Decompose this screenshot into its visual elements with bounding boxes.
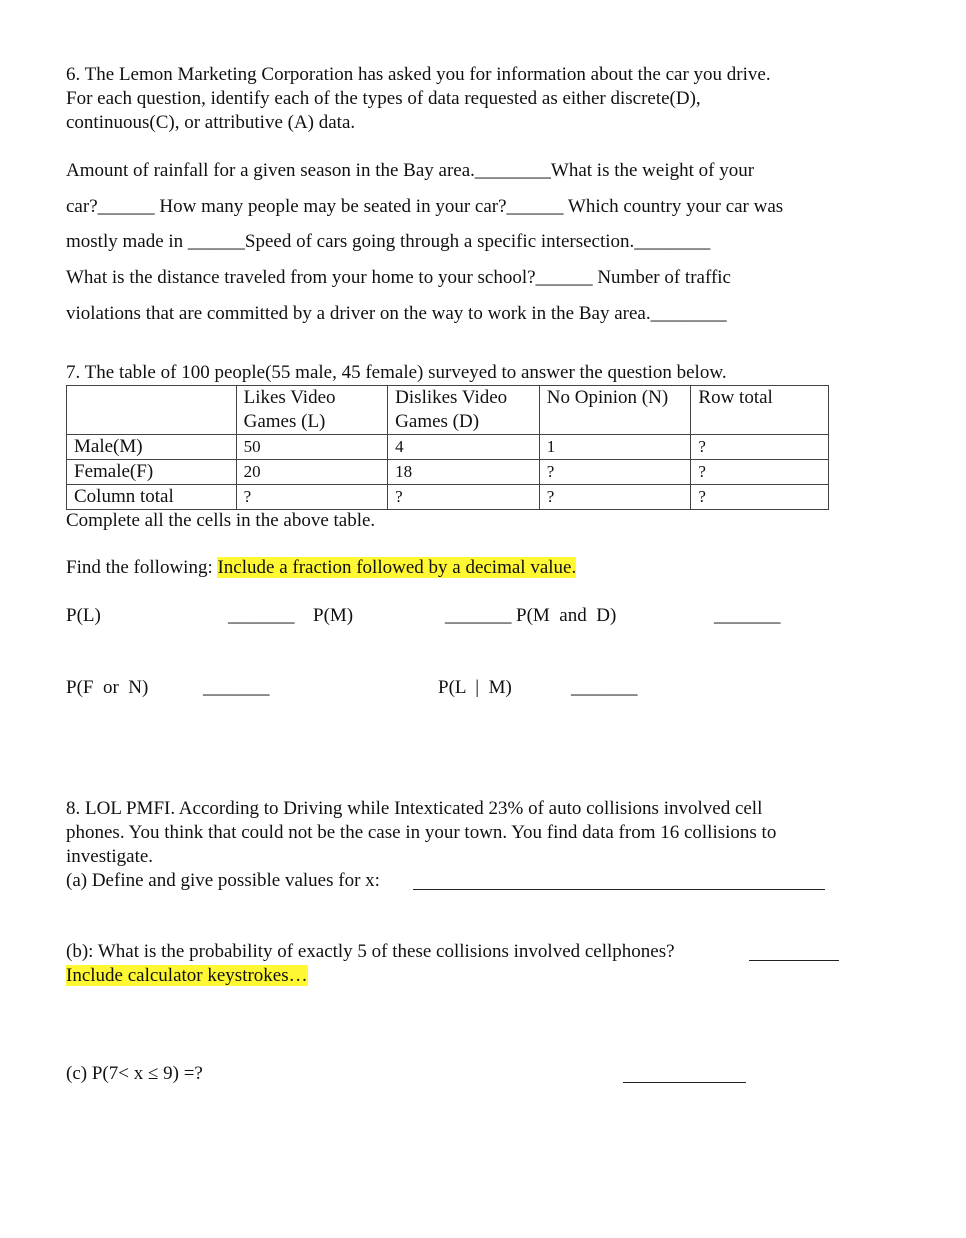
prob-label-plm: P(L | M) — [438, 677, 512, 698]
survey-table — [66, 385, 829, 510]
table-header-row — [67, 386, 829, 435]
prob-label-pfn: P(F or N) — [66, 677, 149, 698]
q8-b-highlight: Include calculator keystrokes… — [66, 965, 308, 986]
table-header-cell: Dislikes Video Games (D) — [388, 386, 540, 435]
q7-find-line — [66, 556, 576, 580]
q8-c-answer-line — [623, 1082, 746, 1083]
prob-blank-pl: _______ — [228, 605, 295, 626]
q8-b-highlight-line — [66, 964, 308, 988]
q8-part-b: (b): What is the probability of exactly 5 of these collisions involved cellphones? — [66, 941, 675, 962]
table-header-cell — [67, 386, 237, 435]
table-cell: ? — [388, 485, 540, 510]
q8-intro-line-3: investigate. — [66, 846, 154, 867]
table-cell: ? — [691, 460, 829, 485]
q6-intro-line-3: continuous(C), or attributive (A) data. — [66, 112, 356, 133]
q8-part-a: (a) Define and give possible values for x: — [66, 870, 380, 891]
q7-intro: 7. The table of 100 people(55 male, 45 female) surveyed to answer the question below. — [66, 362, 727, 383]
prob-label-pmd: P(M and D) — [516, 605, 617, 626]
table-cell: 4 — [388, 435, 540, 460]
q8-b-answer-line — [749, 960, 839, 961]
table-cell: ? — [691, 485, 829, 510]
table-row — [67, 485, 829, 510]
q6-line-3: mostly made in ______Speed of cars going through a specific intersection.________ — [66, 231, 711, 252]
q8-intro-line-2: phones. You think that could not be the case in your town. You find data from 16 collisions to — [66, 822, 777, 843]
table-cell: ? — [539, 485, 691, 510]
table-row — [67, 435, 829, 460]
table-row — [67, 460, 829, 485]
table-cell: ? — [539, 460, 691, 485]
table-cell: ? — [236, 485, 388, 510]
q6-line-2: car?______ How many people may be seated in your car?______ Which country your car was — [66, 196, 784, 217]
q7-complete-note: Complete all the cells in the above table. — [66, 510, 376, 531]
q8-intro-line-1: 8. LOL PMFI. According to Driving while Intexticated 23% of auto collisions involved cell — [66, 798, 763, 819]
q8-part-c: (c) P(7< x ≤ 9) =? — [66, 1063, 203, 1084]
table-cell: 20 — [236, 460, 388, 485]
q7-find-highlight: Include a fraction followed by a decimal value. — [217, 557, 577, 578]
prob-blank-plm: _______ — [571, 677, 638, 698]
q6-intro-line-1: 6. The Lemon Marketing Corporation has asked you for information about the car you drive. — [66, 64, 771, 85]
q8-a-answer-line — [413, 889, 825, 890]
table-cell: Column total — [67, 485, 237, 510]
q6-line-1: Amount of rainfall for a given season in the Bay area.________What is the weight of your — [66, 160, 755, 181]
prob-label-pm: P(M) — [313, 605, 354, 626]
q6-line-5: violations that are committed by a driver on the way to work in the Bay area.________ — [66, 303, 727, 324]
prob-blank-pfn: _______ — [203, 677, 270, 698]
table-cell: 1 — [539, 435, 691, 460]
q7-find-label: Find the following: — [66, 557, 213, 578]
q6-intro-line-2: For each question, identify each of the types of data requested as either discrete(D), — [66, 88, 701, 109]
table-cell: 50 — [236, 435, 388, 460]
table-header-cell: Row total — [691, 386, 829, 435]
prob-blank-pmd: _______ — [714, 605, 781, 626]
table-cell: ? — [691, 435, 829, 460]
prob-blank-pm: _______ — [445, 605, 512, 626]
table-cell: Female(F) — [67, 460, 237, 485]
table-cell: Male(M) — [67, 435, 237, 460]
prob-label-pl: P(L) — [66, 605, 101, 626]
q6-line-4: What is the distance traveled from your home to your school?______ Number of traffic — [66, 267, 731, 288]
table-header-cell: No Opinion (N) — [539, 386, 691, 435]
table-cell: 18 — [388, 460, 540, 485]
table-header-cell: Likes Video Games (L) — [236, 386, 388, 435]
